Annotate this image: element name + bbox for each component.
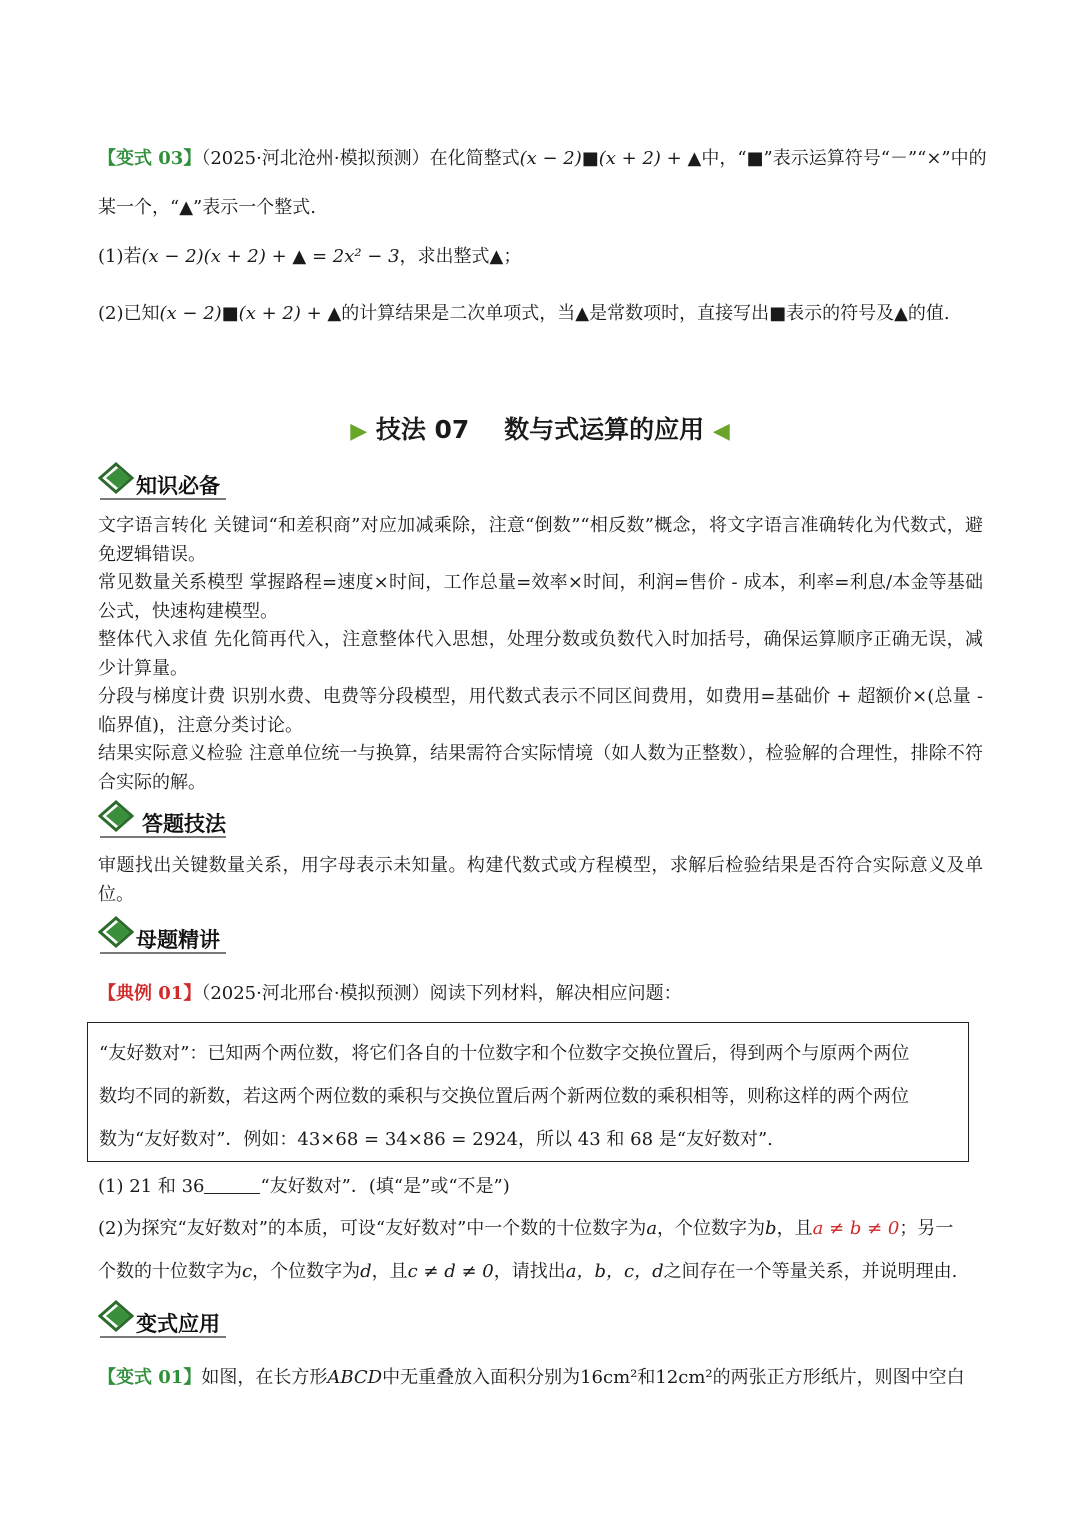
text: ，个位数字为 — [657, 1218, 766, 1239]
var-d: d — [360, 1261, 372, 1282]
variant03-q1-expr: (x − 2)(x + 2) + ▲ = 2x² − 3 — [141, 246, 400, 267]
divider — [100, 498, 226, 500]
box-line-1: “友好数对”：已知两个两位数，将它们各自的十位数字和个位数字交换位置后，得到两个与原两个两位 — [99, 1043, 910, 1064]
text: 个数的十位数字为 — [98, 1261, 242, 1282]
variant03-line1 — [98, 145, 987, 173]
section-title-right: 数与式运算的应用 — [504, 415, 705, 444]
vars-abcd: a，b，c，d — [565, 1261, 664, 1282]
area-1: 16cm² — [580, 1367, 638, 1388]
diamond-icon — [98, 800, 138, 836]
variant03-line2: 某一个，“▲”表示一个整式. — [98, 197, 316, 218]
knowledge-heading: 知识必备 — [136, 474, 220, 498]
text: 如图，在长方形 — [201, 1367, 328, 1388]
text: ；另一 — [899, 1218, 954, 1239]
variant01-line — [98, 1364, 965, 1392]
diamond-icon — [98, 462, 138, 498]
example01-q2-cont — [98, 1258, 957, 1286]
divider — [100, 1336, 226, 1338]
knowledge-item-1: 文字语言转化 关键词“和差积商”对应加减乘除，注意“倒数”“相反数”概念，将文字语言准确转化为代数式，避免逻辑错误。 — [98, 515, 983, 565]
var-c: c — [242, 1261, 253, 1282]
text: 中，“■”表示运算符号“－”“×”中的 — [701, 148, 987, 169]
text: ，且 — [371, 1261, 408, 1282]
technique-text: 审题找出关键数量关系，用字母表示未知量。构建代数式或方程模型，求解后检验结果是否符合实际意义及单位。 — [98, 855, 983, 905]
mother-heading: 母题精讲 — [136, 928, 220, 952]
arrow-right-icon: ▶ — [350, 419, 368, 444]
text: ，所以 43 和 68 是“友好数对”. — [518, 1129, 773, 1150]
text: (2)已知 — [98, 303, 160, 324]
variant-heading: 变式应用 — [136, 1312, 220, 1336]
text: 之间存在一个等量关系，并说明理由. — [663, 1261, 958, 1282]
knowledge-item-5: 结果实际意义检验 注意单位统一与换算，结果需符合实际情境（如人数为正整数），检验解的合理性，排除不符合实际的解。 — [98, 743, 983, 793]
example01-source: （2025·河北邢台·模拟预测） — [201, 983, 430, 1004]
rect-label: ABCD — [327, 1367, 383, 1388]
divider — [100, 836, 226, 838]
area-2: 12cm² — [655, 1367, 713, 1388]
diamond-icon — [98, 1300, 138, 1336]
text: (1) 21 和 36 — [98, 1176, 205, 1197]
answer-blank[interactable] — [204, 1175, 260, 1194]
condition-cd: c ≠ d ≠ 0 — [407, 1261, 494, 1282]
variant03-q1 — [98, 243, 521, 271]
arrow-left-icon: ◀ — [712, 419, 730, 444]
divider — [100, 952, 226, 954]
example01-tag: 【典例 01】 — [98, 983, 202, 1004]
variant03-tag: 【变式 03】 — [98, 148, 202, 169]
text: 阅读下列材料，解决相应问题： — [429, 983, 682, 1004]
text: ，求出整式▲； — [399, 246, 522, 267]
text: (1)若 — [98, 246, 142, 267]
box-line-2: 数均不同的新数，若这两个两位数的乘积与交换位置后两个新两位数的乘积相等，则称这样的两个两位 — [99, 1086, 909, 1107]
text: 中无重叠放入面积分别为 — [382, 1367, 581, 1388]
section-title-left: 技法 07 — [375, 415, 470, 444]
example01-line — [98, 980, 682, 1008]
knowledge-item-2: 常见数量关系模型 掌握路程=速度×时间，工作总量=效率×时间，利润=售价 - 成本，利率=利息/本金等基础公式，快速构建模型。 — [98, 572, 983, 622]
box-line-3 — [99, 1125, 773, 1151]
text: “友好数对”．(填“是”或“不是”) — [260, 1176, 510, 1197]
var-a: a — [646, 1218, 658, 1239]
technique-heading: 答题技法 — [142, 812, 226, 836]
diamond-icon — [98, 916, 138, 952]
text: 的计算结果是二次单项式，当▲是常数项时，直接写出■表示的符号及▲的值. — [341, 303, 950, 324]
variant01-tag: 【变式 01】 — [98, 1367, 202, 1388]
text: 在化简整式 — [429, 148, 520, 169]
knowledge-item-4: 分段与梯度计费 识别水费、电费等分段模型，用代数式表示不同区间费用，如费用=基础价 + 超额价×(总量 - 临界值)，注意分类讨论。 — [98, 686, 983, 736]
text: ，个位数字为 — [252, 1261, 361, 1282]
variant03-q2 — [98, 300, 950, 328]
text: ，请找出 — [493, 1261, 566, 1282]
example01-q1 — [98, 1173, 510, 1201]
text: 和 — [637, 1367, 656, 1388]
text: 的两张正方形纸片，则图中空白 — [712, 1367, 965, 1388]
variant03-source: （2025·河北沧州·模拟预测） — [201, 148, 430, 169]
definition-box — [87, 1022, 969, 1162]
box-expr: 43×68 = 34×86 = 2924 — [297, 1129, 519, 1150]
variant03-expr: (x − 2)■(x + 2) + ▲ — [519, 148, 702, 169]
knowledge-item-3: 整体代入求值 先化简再代入，注意整体代入思想，处理分数或负数代入时加括号，确保运算顺序正确无误，减少计算量。 — [98, 629, 983, 679]
text: (2)为探究“友好数对”的本质，可设“友好数对”中一个数的十位数字为 — [98, 1218, 647, 1239]
example01-q2 — [98, 1215, 953, 1243]
variant03-q2-expr: (x − 2)■(x + 2) + ▲ — [159, 303, 342, 324]
condition-ab: a ≠ b ≠ 0 — [812, 1218, 900, 1239]
var-b: b — [765, 1218, 777, 1239]
text: 数为“友好数对”．例如： — [99, 1129, 298, 1150]
section-title — [0, 410, 1080, 452]
text: ，且 — [776, 1218, 813, 1239]
